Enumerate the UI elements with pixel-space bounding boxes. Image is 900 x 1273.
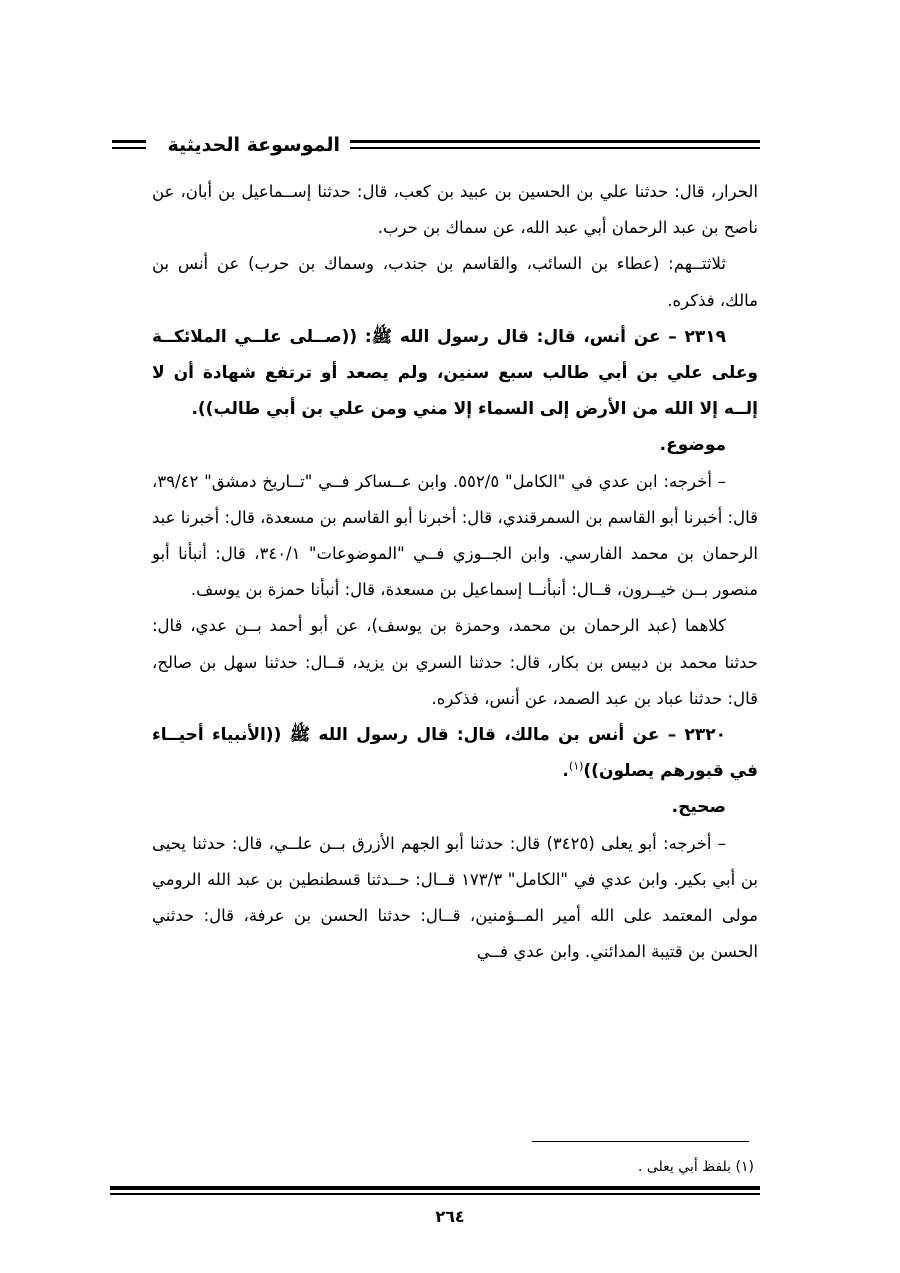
hadith-2320-text: ٢٣٢٠ – عن أنس بن مالك، قال: قال رسول الله ﷺ ((الأنبياء أحيــاء في قبورهم يصلون)) [152, 725, 758, 782]
hadith-2320-takhrij: – أخرجه: أبو يعلى (٣٤٢٥) قال: حدثنا أبو الجهم الأزرق بــن علــي، قال: حدثنا يحيى بن أبي بكير. وابن عدي في "الكامل" ١٧٣/٣ قــال: حــدثنا قسطنطين بن عبد الله الرومي مولى المعتمد على الله أمير المــؤمنين، قــال: حدثنا الحسن بن عرفة، قال: حدثني الحسن بن قتيبة المدائني. وابن عدي فــي [152, 833, 758, 962]
hadith-2320-grade: صحيح. [671, 797, 726, 818]
hadith-2320-block [152, 717, 758, 789]
header-rule-left [112, 140, 146, 149]
hadith-2319-chain: كلاهما (عبد الرحمان بن محمد، وحمزة بن يوسف)، عن أبو أحمد بــن عدي، قال: حدثنا محمد بن دبيس بن بكار، قال: حدثنا السري بن يزيد، قــال: حدثنا سهل بن صالح، قال: حدثنا عباد بن عبد الصمد، عن أنس، فذكره. [152, 616, 758, 708]
hadith-2320-end: . [562, 761, 569, 782]
paragraph-thalathatuhum: ثلاثتــهم: (عطاء بن السائب، والقاسم بن جندب، وسماك بن حرب) عن أنس بن مالك، فذكره. [152, 254, 758, 310]
hadith-2319-takhrij: – أخرجه: ابن عدي في "الكامل" ٥٥٢/٥. وابن عــساكر فــي "تــاريخ دمشق" ٣٩/٤٢، قال: أخبرنا أبو القاسم بن السمرقندي، قال: أخبرنا أبو القاسم بن مسعدة، قال: أخبرنا عبد الرحمان بن محمد الفارسي. وابن الجــوزي فــي "الموضوعات" ٣٤٠/١، قال: أنبأنا أبو منصور بــن خيــرون، قــال: أنبأنــا إسماعيل بن مسعدة، قال: أنبأنا حمزة بن يوسف. [152, 471, 758, 600]
page-number: ٢٦٤ [435, 1207, 465, 1226]
running-header [112, 128, 760, 162]
footnote-separator [532, 1141, 749, 1142]
footnote: (١) بلفظ أبي يعلى . [637, 1159, 754, 1175]
page-body [152, 174, 758, 970]
footer-rule [110, 1186, 760, 1195]
hadith-2319-text: ٢٣١٩ – عن أنس، قال: قال رسول الله ﷺ: ((صــلى علــي الملائكــة وعلى علي بن أبي طالب سبع سنين، ولم يصعد أو ترتفع شهادة أن لا إلــه إلا الله من الأرض إلى السماء إلا مني ومن علي بن أبي طالب)). [152, 326, 758, 420]
running-header-title: الموسوعة الحديثية [167, 134, 340, 156]
hadith-2319-grade: موضوع. [659, 435, 726, 456]
header-rule-right [350, 140, 760, 149]
paragraph-chain-end: الحرار، قال: حدثنا علي بن الحسين بن عبيد بن كعب، قال: حدثنا إســماعيل بن أبان، عن ناصح بن عبد الرحمان أبي عبد الله، عن سماك بن حرب. [152, 182, 758, 238]
footnote-reference[interactable]: (١) [568, 759, 584, 773]
